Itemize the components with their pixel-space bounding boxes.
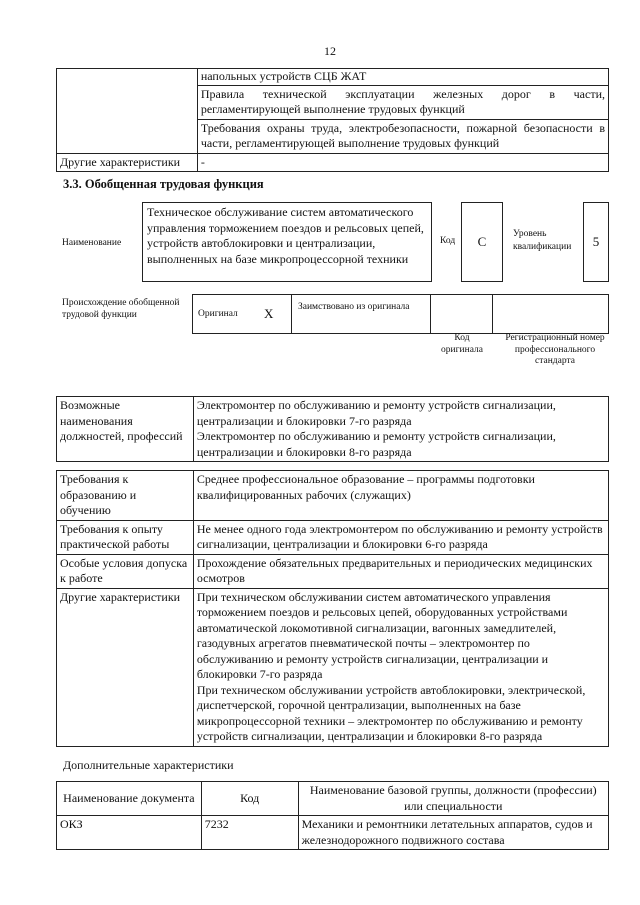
function-code-box <box>461 202 503 282</box>
position-item: Электромонтер по обслуживанию и ремонту устройств сигнализации, централизации и блокировки 7-го разряда <box>196 398 556 428</box>
header-document: Наименование документа <box>57 782 202 816</box>
divider <box>430 294 431 334</box>
divider <box>492 294 493 334</box>
header-code: Код <box>201 782 298 816</box>
positions-table <box>56 396 609 462</box>
top-table <box>56 68 609 172</box>
other-value-item: При техническом обслуживании устройств автоблокировки, электрической, диспетчерской, горочной централизации, выполненных на базе микропроцессорной техники – электромонтер по обслуживанию и ремонту устройств сигнализации, централизации и блокировки 8-го разряда <box>196 682 586 743</box>
origin-box <box>192 294 609 334</box>
function-name-value: Техническое обслуживание систем автоматического управления торможением поездов и рельсовых цепей, устройств автоблокировки и централизации, выполненных на базе микропроцессорной техники <box>147 205 424 266</box>
top-table-empty-cell <box>57 69 198 154</box>
top-table-row: Правила технической эксплуатации железных дорог в части, регламентирующей выполнение трудовых функций <box>197 85 608 119</box>
original-mark: X <box>264 306 274 321</box>
level-box <box>583 202 609 282</box>
code-original-caption: Код оригинала <box>441 333 483 355</box>
name-label: Наименование <box>62 238 122 248</box>
other-value-item: При техническом обслуживании систем автоматического управления торможением поездов и рельсовых цепей, оборудованных устройствами автоматической локомотивной сигнализации, вагонных замедлителей, газодувных агрегатов пневматической почты – электромонтер по обслуживанию и ремонту устройств сигнализации, централизации и блокировки 7-го разряда <box>196 589 568 681</box>
table-cell-group: Механики и ремонтники летательных аппаратов, судов и железнодорожного подвижного состава <box>298 816 608 850</box>
section-title: 3.3. Обобщенная трудовая функция <box>63 177 264 191</box>
admission-value: Прохождение обязательных предварительных и периодических медицинских осмотров <box>193 554 608 588</box>
other-label: Другие характеристики <box>57 588 194 746</box>
registration-number-caption: Регистрационный номер профессионального стандарта <box>505 333 605 366</box>
positions-values <box>193 397 608 462</box>
other-values <box>193 588 608 746</box>
requirements-table <box>56 470 609 747</box>
origin-label: Происхождение обобщенной трудовой функции <box>62 298 180 320</box>
other-characteristics-value: - <box>197 153 608 172</box>
table-cell-document: ОКЗ <box>57 816 202 850</box>
divider <box>291 294 292 334</box>
education-label: Требования к образованию и обучению <box>57 471 194 521</box>
original-label: Оригинал <box>198 309 238 319</box>
page-number: 12 <box>324 44 336 58</box>
code-label: Код <box>440 236 456 246</box>
experience-value: Не менее одного года электромонтером по обслуживанию и ремонту устройств сигнализации, централизации и блокировки 6-го разряда <box>193 520 608 554</box>
level-value: 5 <box>592 234 600 250</box>
experience-label: Требования к опыту практической работы <box>57 520 194 554</box>
other-characteristics-label: Другие характеристики <box>57 153 198 172</box>
admission-label: Особые условия допуска к работе <box>57 554 194 588</box>
table-cell-code: 7232 <box>201 816 298 850</box>
borrowed-label: Заимствовано из оригинала <box>298 302 410 312</box>
top-table-row: Требования охраны труда, электробезопасности, пожарной безопасности в части, регламентирующей выполнение трудовых функций <box>197 119 608 153</box>
additional-table <box>56 781 609 850</box>
function-name-box <box>142 202 432 282</box>
header-group: Наименование базовой группы, должности (профессии) или специальности <box>298 782 608 816</box>
positions-label: Возможные наименования должностей, профессий <box>57 397 194 462</box>
level-label: Уровень квалификации <box>513 229 572 252</box>
education-value: Среднее профессиональное образование – программы подготовки квалифицированных рабочих (служащих) <box>193 471 608 521</box>
additional-title: Дополнительные характеристики <box>63 758 234 772</box>
position-item: Электромонтер по обслуживанию и ремонту устройств сигнализации, централизации и блокировки 8-го разряда <box>196 429 556 459</box>
top-table-row: напольных устройств СЦБ ЖАТ <box>197 69 608 86</box>
function-code-value: C <box>477 234 487 250</box>
